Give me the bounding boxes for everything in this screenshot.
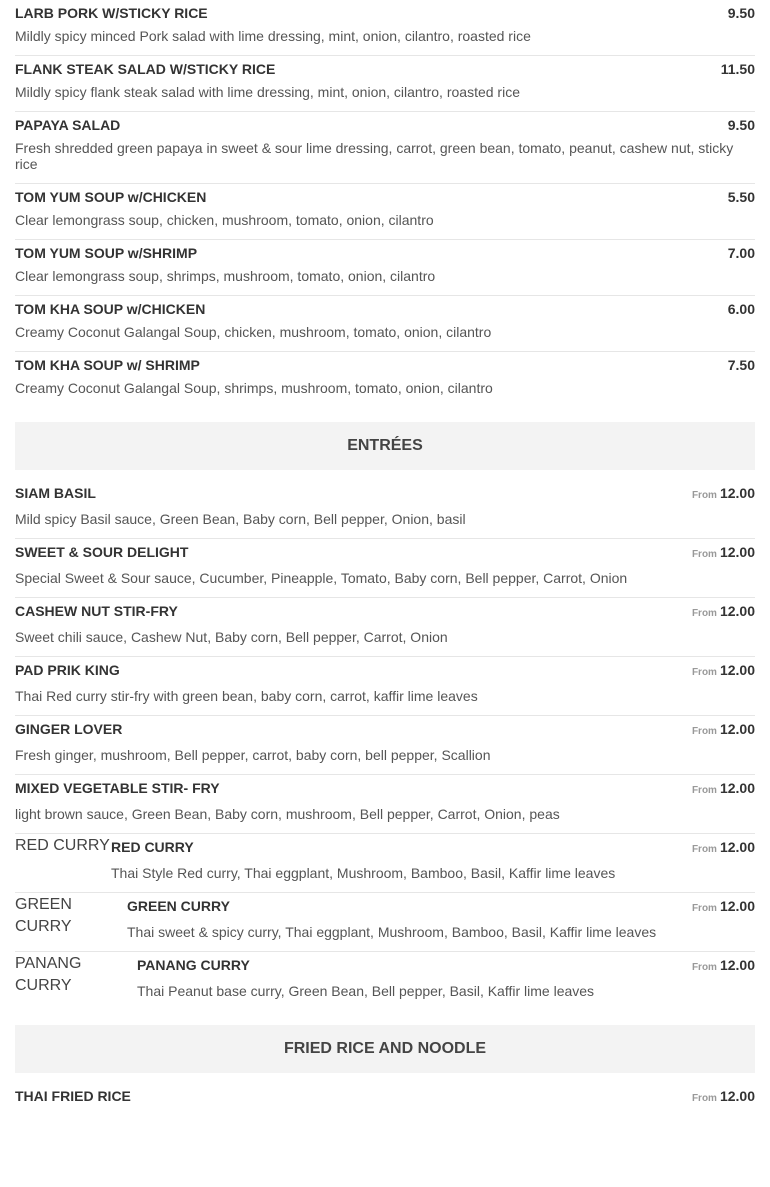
item-description: Special Sweet & Sour sauce, Cucumber, Pineapple, Tomato, Baby corn, Bell pepper, Carrot, Onion — [15, 570, 628, 586]
item-name: PAPAYA SALAD — [15, 117, 121, 133]
from-label: From — [691, 608, 717, 619]
item-description: Clear lemongrass soup, chicken, mushroom, tomato, onion, cilantro — [15, 212, 434, 228]
item-name: PANANG CURRY — [137, 957, 250, 973]
menu-item[interactable] — [15, 112, 755, 184]
item-price: 11.50 — [720, 61, 755, 77]
from-label: From — [691, 903, 717, 914]
menu-item[interactable] — [15, 56, 755, 112]
price-value: 12.00 — [719, 898, 755, 914]
from-label: From — [691, 962, 717, 973]
menu-item[interactable] — [15, 539, 755, 598]
item-description: Fresh ginger, mushroom, Bell pepper, carrot, baby corn, bell pepper, Scallion — [15, 747, 491, 763]
item-description: light brown sauce, Green Bean, Baby corn, mushroom, Bell pepper, Carrot, Onion, peas — [15, 806, 560, 822]
dish-image: PANANG CURRY — [15, 955, 82, 994]
menu-item[interactable] — [15, 893, 755, 952]
price-value: 12.00 — [719, 1088, 755, 1104]
menu-item[interactable] — [15, 352, 755, 407]
item-price — [692, 780, 755, 799]
item-description: Thai Red curry stir-fry with green bean, baby corn, carrot, kaffir lime leaves — [15, 688, 478, 704]
item-price — [692, 898, 755, 917]
item-name: TOM YUM SOUP w/CHICKEN — [15, 189, 207, 205]
menu-item[interactable] — [15, 775, 755, 834]
item-price: 6.00 — [727, 301, 755, 317]
dish-image: RED CURRY — [15, 837, 110, 854]
menu-item[interactable] — [15, 1083, 755, 1118]
item-name: SIAM BASIL — [15, 485, 96, 501]
section-header-fried-rice: FRIED RICE AND NOODLE — [15, 1025, 755, 1073]
item-name: TOM YUM SOUP w/SHRIMP — [15, 245, 198, 261]
item-description: Thai Style Red curry, Thai eggplant, Mushroom, Bamboo, Basil, Kaffir lime leaves — [111, 865, 616, 881]
menu-item[interactable] — [15, 0, 755, 56]
item-name: GINGER LOVER — [15, 721, 123, 737]
item-name: SWEET & SOUR DELIGHT — [15, 544, 189, 560]
item-price — [692, 839, 755, 858]
menu-item[interactable] — [15, 240, 755, 296]
item-name: TOM KHA SOUP w/CHICKEN — [15, 301, 206, 317]
price-value: 12.00 — [719, 544, 755, 560]
item-description: Mildly spicy minced Pork salad with lime dressing, mint, onion, cilantro, roasted rice — [15, 28, 531, 44]
dish-image: GREEN CURRY — [15, 896, 72, 935]
item-name: LARB PORK W/STICKY RICE — [15, 5, 208, 21]
menu-item[interactable] — [15, 834, 755, 893]
from-label: From — [691, 785, 717, 796]
menu-item[interactable] — [15, 296, 755, 352]
menu-item[interactable] — [15, 952, 755, 1010]
item-price: 9.50 — [727, 5, 755, 21]
item-price: 7.00 — [727, 245, 755, 261]
from-label: From — [691, 844, 717, 855]
item-name: PAD PRIK KING — [15, 662, 120, 678]
item-name: FLANK STEAK SALAD W/STICKY RICE — [15, 61, 276, 77]
item-description: Sweet chili sauce, Cashew Nut, Baby corn, Bell pepper, Carrot, Onion — [15, 629, 448, 645]
item-description: Creamy Coconut Galangal Soup, shrimps, mushroom, tomato, onion, cilantro — [15, 380, 493, 396]
item-price — [692, 603, 755, 622]
menu-item[interactable] — [15, 184, 755, 240]
price-value: 12.00 — [719, 721, 755, 737]
item-name: CASHEW NUT STIR-FRY — [15, 603, 178, 619]
from-label: From — [691, 726, 717, 737]
item-price — [692, 485, 755, 504]
menu-item[interactable] — [15, 716, 755, 775]
menu-item[interactable] — [15, 657, 755, 716]
item-price: 7.50 — [727, 357, 755, 373]
item-price — [692, 662, 755, 681]
from-label: From — [691, 667, 717, 678]
item-description: Creamy Coconut Galangal Soup, chicken, mushroom, tomato, onion, cilantro — [15, 324, 492, 340]
item-price: 9.50 — [727, 117, 755, 133]
item-description: Clear lemongrass soup, shrimps, mushroom, tomato, onion, cilantro — [15, 268, 436, 284]
item-description: Fresh shredded green papaya in sweet & sour lime dressing, carrot, green bean, tomato, peanut, cashew nut, sticky rice — [15, 140, 734, 172]
item-price — [692, 721, 755, 740]
section-header-entrees: ENTRÉES — [15, 422, 755, 470]
item-price — [692, 1088, 755, 1107]
item-price — [692, 957, 755, 976]
menu-item[interactable] — [15, 480, 755, 539]
item-description: Thai Peanut base curry, Green Bean, Bell pepper, Basil, Kaffir lime leaves — [137, 983, 595, 999]
price-value: 12.00 — [719, 839, 755, 855]
item-price: 5.50 — [727, 189, 755, 205]
from-label: From — [691, 490, 717, 501]
price-value: 12.00 — [719, 780, 755, 796]
item-name: THAI FRIED RICE — [15, 1088, 131, 1104]
item-name: MIXED VEGETABLE STIR- FRY — [15, 780, 220, 796]
item-price — [692, 544, 755, 563]
item-name: TOM KHA SOUP w/ SHRIMP — [15, 357, 200, 373]
price-value: 12.00 — [719, 603, 755, 619]
item-description: Thai sweet & spicy curry, Thai eggplant, Mushroom, Bamboo, Basil, Kaffir lime leaves — [127, 924, 657, 940]
item-name: RED CURRY — [111, 839, 194, 855]
item-description: Mild spicy Basil sauce, Green Bean, Baby corn, Bell pepper, Onion, basil — [15, 511, 466, 527]
item-name: GREEN CURRY — [127, 898, 230, 914]
price-value: 12.00 — [719, 485, 755, 501]
price-value: 12.00 — [719, 957, 755, 973]
item-description: Mildly spicy flank steak salad with lime dressing, mint, onion, cilantro, roasted rice — [15, 84, 520, 100]
price-value: 12.00 — [719, 662, 755, 678]
from-label: From — [691, 549, 717, 560]
from-label: From — [691, 1093, 717, 1104]
menu-item[interactable] — [15, 598, 755, 657]
